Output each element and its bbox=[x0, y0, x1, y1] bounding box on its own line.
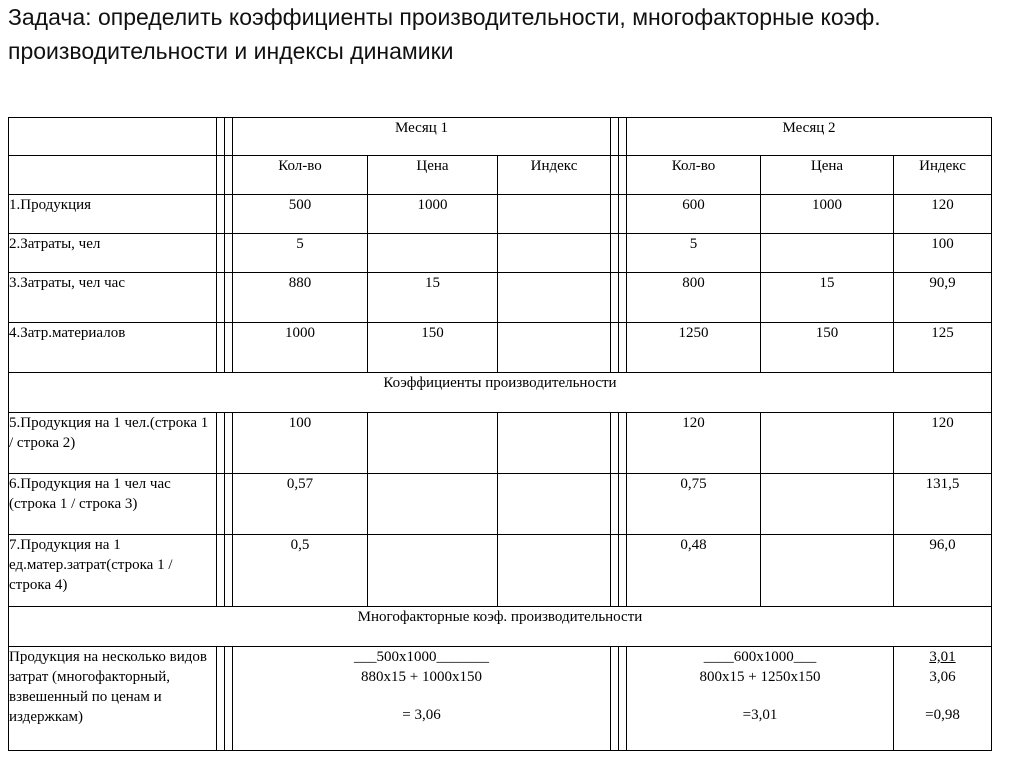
section-row bbox=[9, 373, 992, 413]
cell-m1-qty: 500 bbox=[233, 195, 368, 234]
separator bbox=[611, 535, 619, 607]
cell-m2-qty: 0,48 bbox=[627, 535, 761, 607]
separator bbox=[217, 535, 225, 607]
header-row-columns bbox=[9, 156, 992, 195]
cell-m1-price bbox=[368, 535, 498, 607]
row-label: 6.Продукция на 1 чел час (строка 1 / строка 3) bbox=[9, 474, 217, 535]
table-row bbox=[9, 323, 992, 373]
separator bbox=[611, 474, 619, 535]
col-qty-m1: Кол-во bbox=[233, 156, 368, 195]
page-title bbox=[8, 0, 1018, 68]
separator bbox=[611, 234, 619, 273]
cell-m1-index bbox=[498, 535, 611, 607]
separator bbox=[619, 273, 627, 323]
table-row bbox=[9, 195, 992, 234]
cell-m1-price: 15 bbox=[368, 273, 498, 323]
cell-m2-price: 150 bbox=[761, 323, 894, 373]
col-price-m2: Цена bbox=[761, 156, 894, 195]
cell-m2-index: 90,9 bbox=[894, 273, 992, 323]
separator bbox=[619, 413, 627, 474]
productivity-table-wrap bbox=[8, 117, 992, 751]
separator bbox=[611, 195, 619, 234]
section-row bbox=[9, 607, 992, 647]
cell-m1-index bbox=[498, 474, 611, 535]
cell-m2-index: 96,0 bbox=[894, 535, 992, 607]
col-index-m2: Индекс bbox=[894, 156, 992, 195]
col-price-m1: Цена bbox=[368, 156, 498, 195]
cell-m2-index: 120 bbox=[894, 413, 992, 474]
separator bbox=[225, 647, 233, 751]
separator bbox=[619, 118, 627, 156]
separator bbox=[225, 195, 233, 234]
separator bbox=[217, 323, 225, 373]
formula-result: =3,01 bbox=[742, 707, 778, 723]
cell-m1-qty: 1000 bbox=[233, 323, 368, 373]
separator bbox=[225, 323, 233, 373]
formula-denominator: 3,06 bbox=[929, 669, 956, 685]
separator bbox=[217, 118, 225, 156]
cell-m2-price bbox=[761, 413, 894, 474]
separator bbox=[611, 413, 619, 474]
separator bbox=[611, 323, 619, 373]
separator bbox=[611, 156, 619, 195]
separator bbox=[619, 234, 627, 273]
separator bbox=[611, 273, 619, 323]
cell-m2-index: 125 bbox=[894, 323, 992, 373]
cell-m2-qty: 0,75 bbox=[627, 474, 761, 535]
cell-m2-price: 1000 bbox=[761, 195, 894, 234]
cell-m1-price: 1000 bbox=[368, 195, 498, 234]
cell-m1-price bbox=[368, 234, 498, 273]
separator bbox=[217, 156, 225, 195]
separator bbox=[619, 323, 627, 373]
separator bbox=[611, 118, 619, 156]
section-title-multifactor: Многофакторные коэф. производительности bbox=[9, 607, 992, 647]
formula-numerator: 3,01 bbox=[929, 649, 956, 665]
separator bbox=[225, 413, 233, 474]
productivity-table bbox=[8, 117, 992, 751]
separator bbox=[619, 535, 627, 607]
cell-m2-qty: 800 bbox=[627, 273, 761, 323]
separator bbox=[619, 195, 627, 234]
cell-m2-price bbox=[761, 234, 894, 273]
separator bbox=[217, 474, 225, 535]
table-row bbox=[9, 273, 992, 323]
separator bbox=[619, 647, 627, 751]
cell-m1-index bbox=[498, 273, 611, 323]
cell-m2-qty: 1250 bbox=[627, 323, 761, 373]
formula-month-2 bbox=[627, 647, 894, 751]
table-row bbox=[9, 413, 992, 474]
cell-m1-qty: 0,5 bbox=[233, 535, 368, 607]
formula-index bbox=[894, 647, 992, 751]
separator bbox=[217, 195, 225, 234]
section-title-coefficients: Коэффициенты производительности bbox=[9, 373, 992, 413]
row-label: 3.Затраты, чел час bbox=[9, 273, 217, 323]
cell-m2-price: 15 bbox=[761, 273, 894, 323]
separator bbox=[611, 647, 619, 751]
header-empty bbox=[9, 118, 217, 156]
col-index-m1: Индекс bbox=[498, 156, 611, 195]
cell-m1-qty: 880 bbox=[233, 273, 368, 323]
row-label: 1.Продукция bbox=[9, 195, 217, 234]
cell-m1-index bbox=[498, 195, 611, 234]
row-label: 4.Затр.материалов bbox=[9, 323, 217, 373]
cell-m2-qty: 600 bbox=[627, 195, 761, 234]
cell-m2-qty: 120 bbox=[627, 413, 761, 474]
header-month-2: Месяц 2 bbox=[627, 118, 992, 156]
title-line-2: производительности и индексы динамики bbox=[8, 38, 454, 64]
table-row bbox=[9, 234, 992, 273]
row-label: 5.Продукция на 1 чел.(строка 1 / строка 2) bbox=[9, 413, 217, 474]
header-row-months bbox=[9, 118, 992, 156]
separator bbox=[619, 156, 627, 195]
header-month-1: Месяц 1 bbox=[233, 118, 611, 156]
cell-m1-price: 150 bbox=[368, 323, 498, 373]
separator bbox=[217, 273, 225, 323]
separator bbox=[225, 273, 233, 323]
cell-m1-qty: 0,57 bbox=[233, 474, 368, 535]
formula-denominator: 800х15 + 1250х150 bbox=[699, 669, 821, 685]
separator bbox=[217, 647, 225, 751]
cell-m2-price bbox=[761, 474, 894, 535]
formula-result: = 3,06 bbox=[402, 707, 441, 723]
row-label: 2.Затраты, чел bbox=[9, 234, 217, 273]
cell-m1-index bbox=[498, 413, 611, 474]
table-row bbox=[9, 647, 992, 751]
cell-m1-qty: 5 bbox=[233, 234, 368, 273]
formula-denominator: 880х15 + 1000х150 bbox=[361, 669, 482, 685]
table-row bbox=[9, 535, 992, 607]
row-label: 7.Продукция на 1 ед.матер.затрат(строка 1 / строка 4) bbox=[9, 535, 217, 607]
separator bbox=[619, 474, 627, 535]
cell-m1-price bbox=[368, 474, 498, 535]
cell-m1-qty: 100 bbox=[233, 413, 368, 474]
separator bbox=[217, 234, 225, 273]
table-row bbox=[9, 474, 992, 535]
col-qty-m2: Кол-во bbox=[627, 156, 761, 195]
cell-m2-qty: 5 bbox=[627, 234, 761, 273]
cell-m1-index bbox=[498, 323, 611, 373]
formula-result: =0,98 bbox=[925, 707, 960, 723]
separator bbox=[225, 474, 233, 535]
title-line-1: Задача: определить коэффициенты производительности, многофакторные коэф. bbox=[8, 4, 881, 30]
separator bbox=[225, 234, 233, 273]
separator bbox=[225, 156, 233, 195]
formula-numerator: ____600х1000___ bbox=[703, 649, 817, 665]
cell-m1-price bbox=[368, 413, 498, 474]
cell-m2-index: 131,5 bbox=[894, 474, 992, 535]
formula-numerator: ___500х1000_______ bbox=[354, 649, 489, 665]
formula-month-1 bbox=[233, 647, 611, 751]
row-label: Продукция на несколько видов затрат (многофакторный, взвешенный по ценам и издержкам) bbox=[9, 647, 217, 751]
cell-m2-price bbox=[761, 535, 894, 607]
separator bbox=[225, 535, 233, 607]
cell-m2-index: 120 bbox=[894, 195, 992, 234]
cell-m2-index: 100 bbox=[894, 234, 992, 273]
header-empty bbox=[9, 156, 217, 195]
cell-m1-index bbox=[498, 234, 611, 273]
separator bbox=[217, 413, 225, 474]
separator bbox=[225, 118, 233, 156]
